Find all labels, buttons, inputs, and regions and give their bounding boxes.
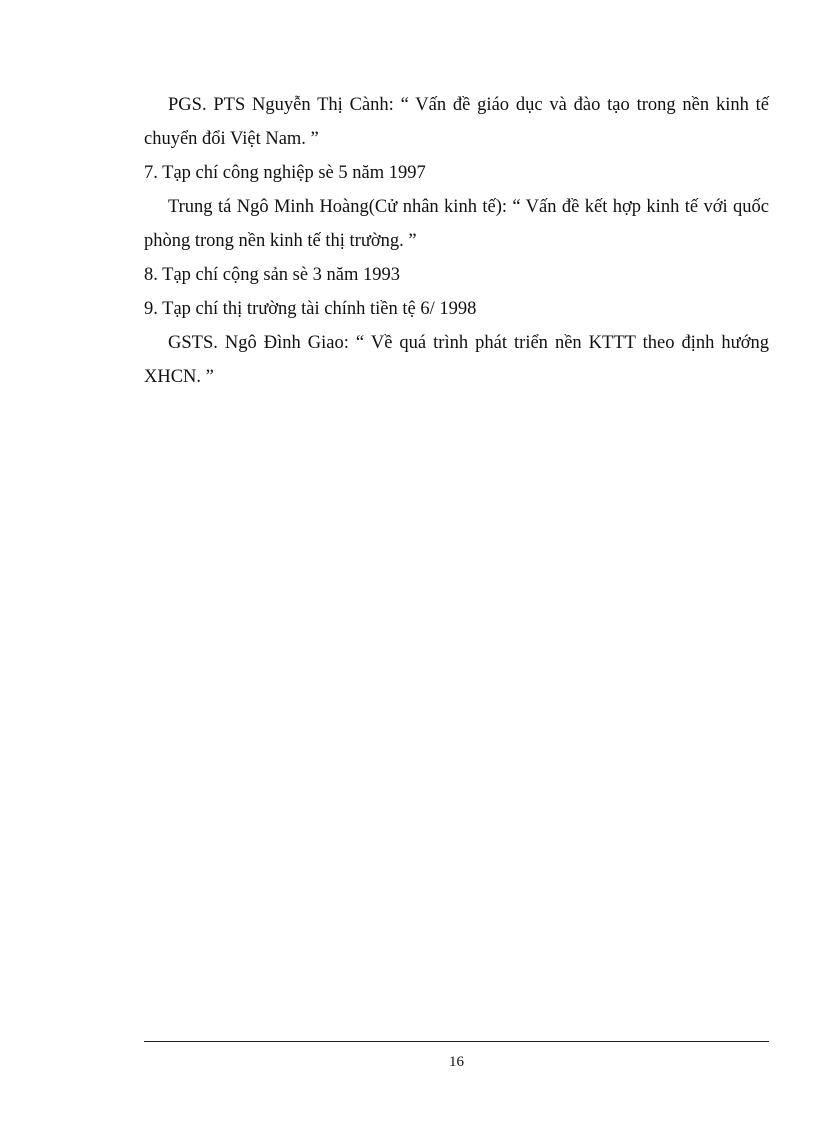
reference-item-8: 8. Tạp chí cộng sản sè 3 năm 1993 bbox=[144, 265, 401, 285]
footer-divider bbox=[144, 1041, 769, 1042]
reference-annotation-giao: GSTS. Ngô Đình Giao: “ Về quá trình phát triển nền KTTT theo định hướng XHCN. ” bbox=[144, 333, 769, 387]
reference-item-7: 7. Tạp chí công nghiệp sè 5 năm 1997 bbox=[144, 163, 426, 183]
reference-annotation-hoang: Trung tá Ngô Minh Hoàng(Cử nhân kinh tế): “ Vấn đề kết hợp kinh tế với quốc phòng trong nền kinh tế thị trường. ” bbox=[144, 197, 769, 251]
document-body bbox=[144, 88, 769, 394]
reference-item-9: 9. Tạp chí thị trường tài chính tiền tệ 6/ 1998 bbox=[144, 299, 477, 319]
reference-annotation-canh: PGS. PTS Nguyễn Thị Cành: “ Vấn đề giáo dục và đào tạo trong nền kinh tế chuyển đổi Việt Nam. ” bbox=[144, 95, 769, 149]
page-number: 16 bbox=[449, 1054, 464, 1070]
